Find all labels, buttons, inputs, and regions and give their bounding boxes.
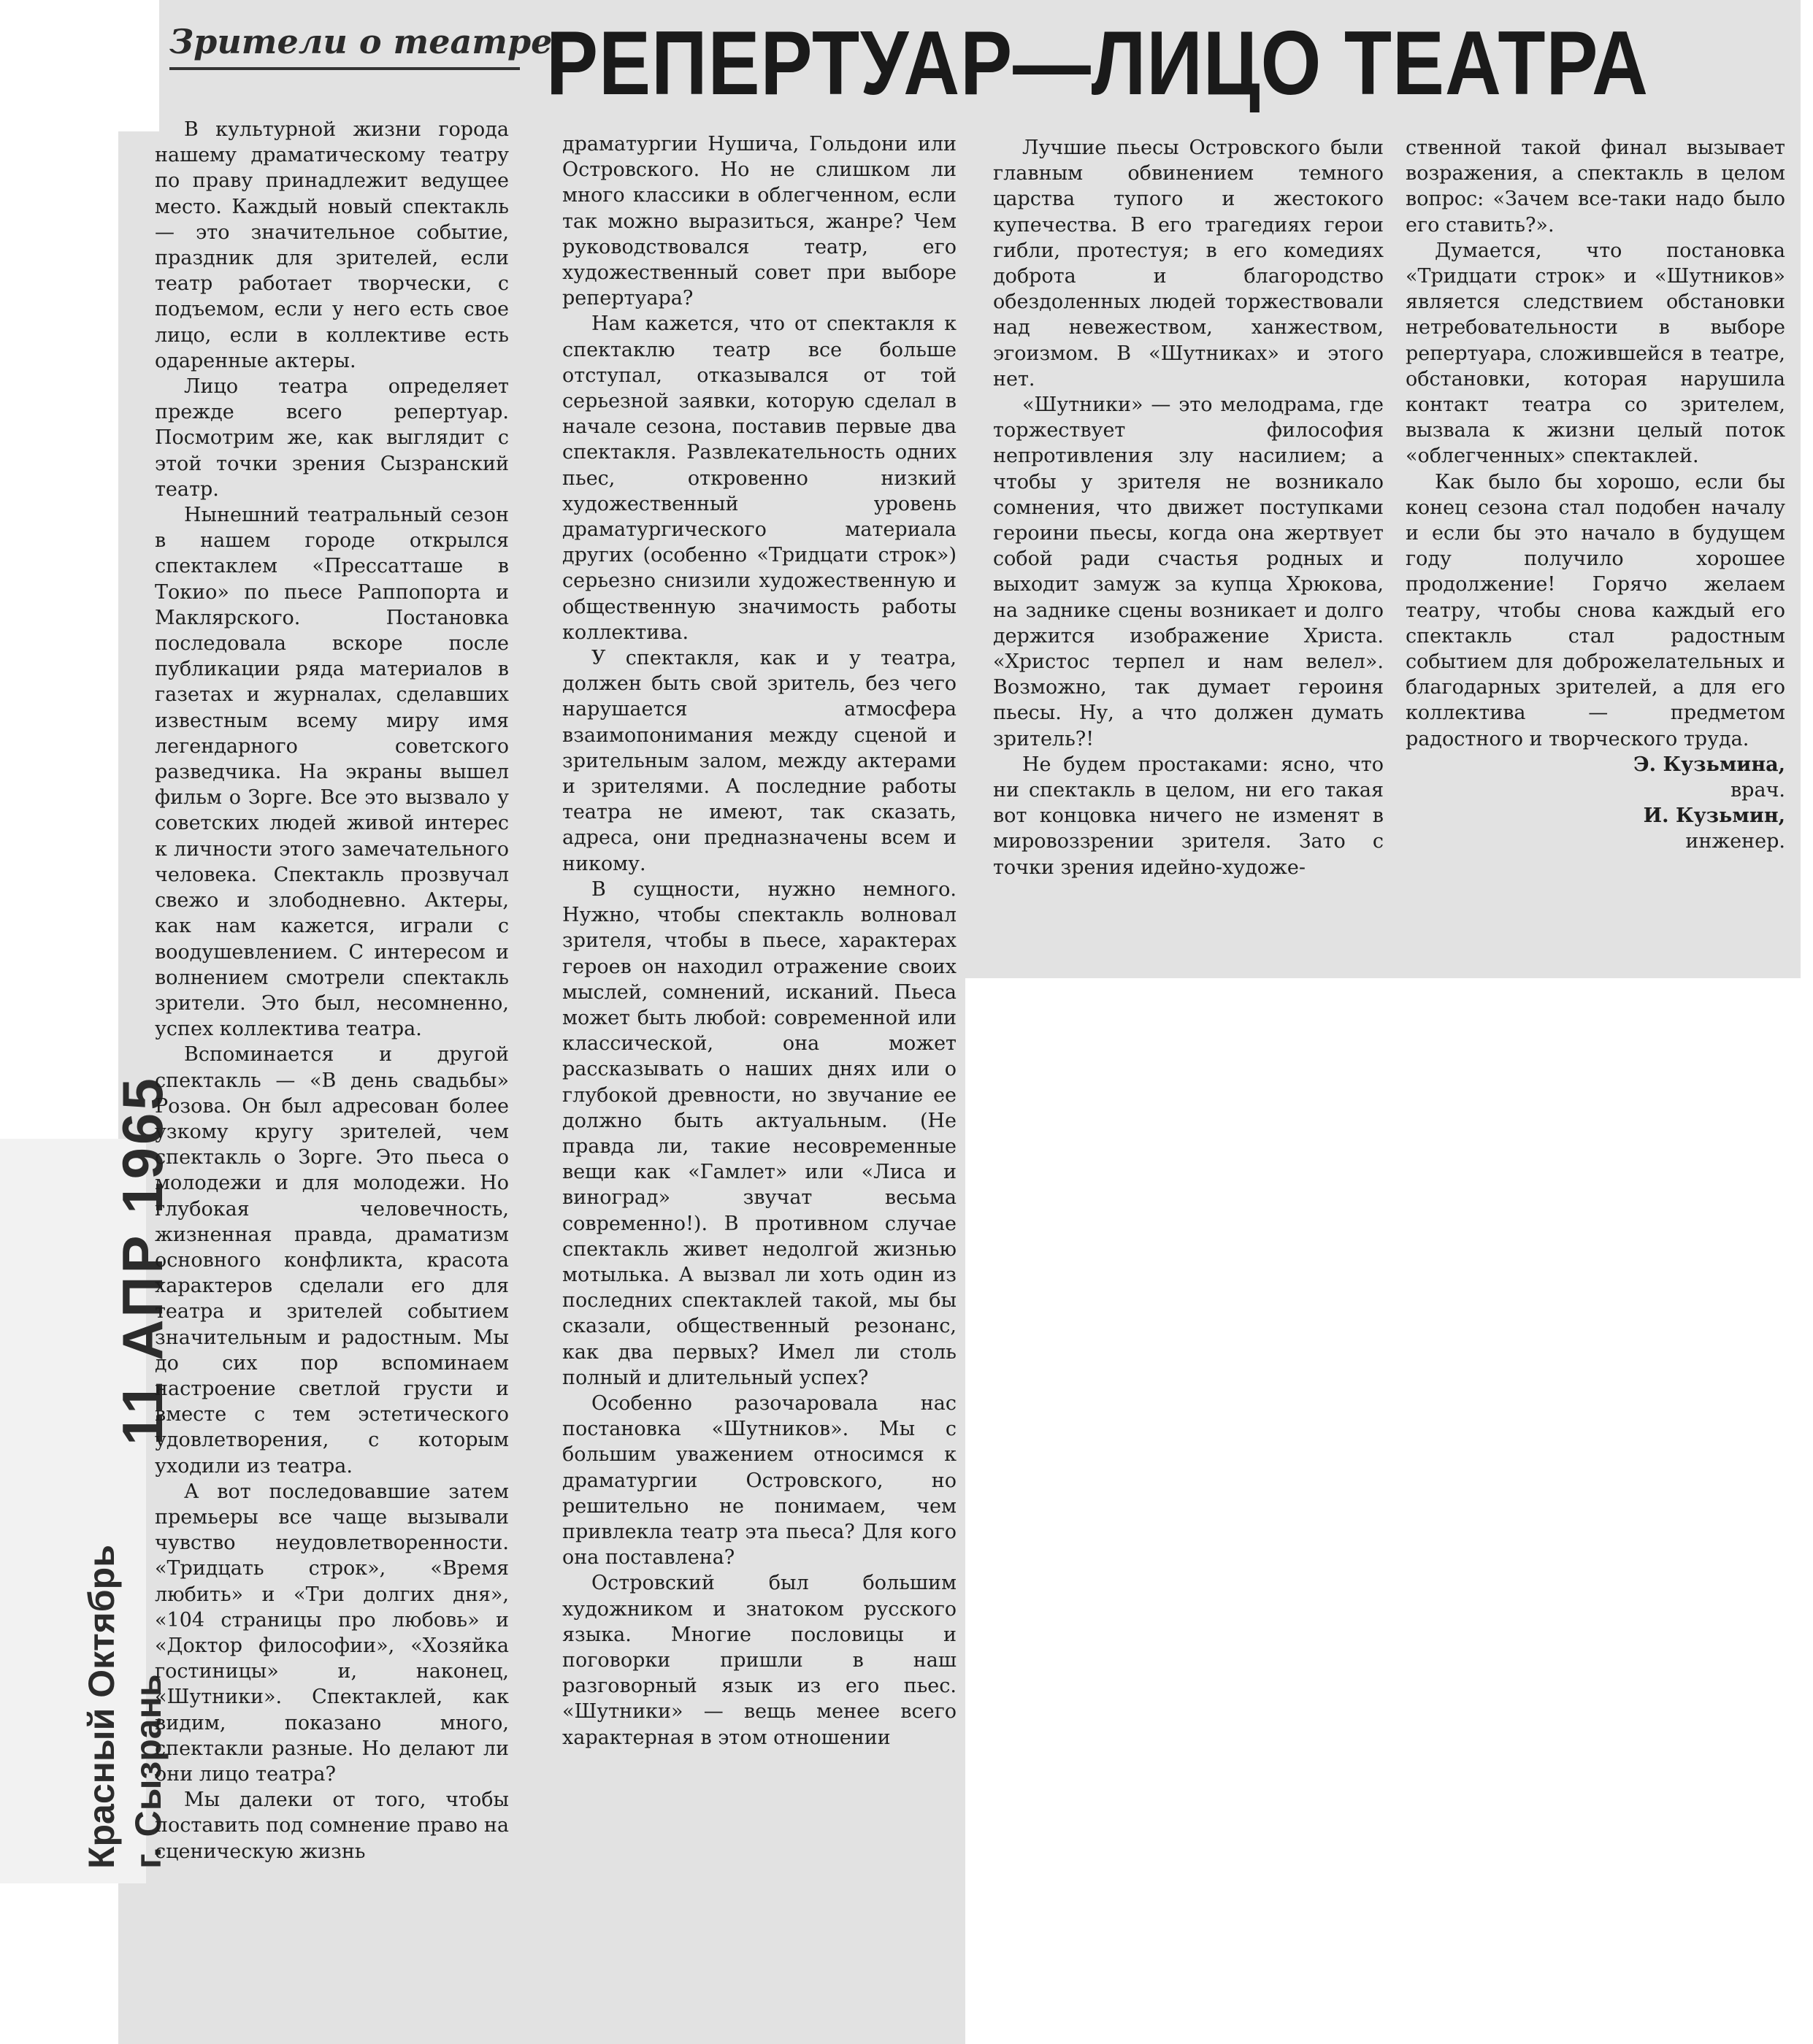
paragraph: Нам кажется, что от спектакля к спектаклю театр все больше отступал, отказывался от той серьезной заявки, которую сделал в начале сезона, поставив первые два спектакля. Развлекательность одних пьес, откровенно низкий художественный уровень драматургического материала других (особенно «Тридцати строк») серьезно снизили художественную и общественную значимость работы коллектива. [562,312,957,644]
paragraph: Как было бы хорошо, если бы конец сезона стал подобен началу и если бы это начало в будущем году получило хорошее продолжение! Горячо желаем театру, чтобы снова каждый его спектакль стал радостным событием для доброжелательных и благодарных зрителей, а для его коллектива — предметом радостного и творческого труда. [1406,470,1785,750]
paragraph: В сущности, нужно немного. Нужно, чтобы спектакль волновал зрителя, чтобы в пьесе, характерах героев он находил отражение своих мыслей, сомнений, исканий. Пьеса может быть любой: современной или классической, она может рассказывать о наших днях или о глубокой древности, но звучание ее должно быть актуальным. (Не правда ли, такие несовременные вещи как «Гамлет» или «Лиса и виноград» звучат весьма современно!). В противном случае спектакль живет недолгой жизнью мотылька. А вызвал ли хоть один из последних спектаклей такой, мы бы сказали, общественный резонанс, как два первых? Имел ли столь полный и длительный успех? [562,877,957,1389]
paragraph: Лицо театра определяет прежде всего репертуар. Посмотрим же, как выглядит с этой точки зрения Сызранский театр. [155,375,509,501]
paragraph: У спектакля, как и у театра, должен быть свой зритель, без чего нарушается атмосфера взаимопонимания между сценой и зрительным залом, между актерами и зрителями. А последние работы театра не имеют, так сказать, адреса, они предназначены всем и никому. [562,647,957,875]
paragraph: Островский был большим художником и знатоком русского языка. Многие пословицы и поговорки пришли в наш разговорный язык из его пьес. «Шутники» — вещь менее всего характерная в этом отношении [562,1572,957,1749]
author-1-role: врач. [1730,779,1785,802]
article-column-2 [562,131,957,2037]
author-2-role: инженер. [1685,830,1785,853]
stamp-city: г. Сызрань [128,1674,169,1869]
paragraph: «Шутники» — это мелодрама, где торжествует философия непротивления злу насилием; а чтобы у зрителя не возникало сомнения, что движет поступками героини пьесы, когда она жертвует собой ради счастья родных и выходит замуж за купца Хрюкова, на заднике сцены возникает и долго держится изображение Христа. «Христос терпел и нам велел». Возможно, так думает героиня пьесы. Ну, а что должен думать зритель?! [993,393,1384,750]
paragraph: А вот последовавшие затем премьеры все чаще вызывали чувство неудовлетворенности. «Тридцать строк», «Время любить» и «Три долгих дня», «104 страницы про любовь» и «Доктор философии», «Хозяйка гостиницы» и, наконец, «Шутники». Спектаклей, как видим, показано много, спектакли разные. Но делают ли они лицо театра? [155,1480,509,1786]
paragraph: Не будем простаками: ясно, что ни спектакль в целом, ни его такая вот концовка ничего не изменят в мировоззрении зрителя. Зато с точки зрения идейно-художе- [993,753,1384,879]
rubric-label: Зрители о театре [169,22,520,70]
article-column-4 [1406,135,1785,975]
newspaper-stamp [0,1075,175,1883]
paragraph: В культурной жизни города нашему драматическому театру по праву принадлежит ведущее место. Каждый новый спектакль — это значительное событие, праздник для зрителей, если театр работает творчески, с подъемом, если у него есть свое лицо, если в коллективе есть одаренные актеры. [155,118,509,372]
stamp-newspaper: Красный Октябрь [81,1545,122,1869]
paragraph: Особенно разочаровала нас постановка «Шутников». Мы с большим уважением относимся к драматургии Островского, но решительно не понимаем, чем привлекла театр эта пьеса? Для кого она поставлена? [562,1391,957,1570]
stamp-date: 11 АПР 1965 [110,1075,175,1445]
paragraph: ственной такой финал вызывает возражения, а спектакль в целом вопрос: «Зачем все-таки надо было его ставить?». [1406,137,1785,237]
paragraph: Думается, что постановка «Тридцати строк» и «Шутников» является следствием обстановки нетребовательности в выборе репертуара, сложившейся в театре, обстановки, которая нарушила контакт театра со зрителем, вызвала к жизни целый поток «облегченных» спектаклей. [1406,239,1785,468]
author-1-name: Э. Кузьмина, [1633,753,1785,776]
paragraph: драматургии Нушича, Гольдони или Островского. Но не слишком ли много классики в облегченном, если так можно выразиться, жанре? Чем руководствовался театр, его художественный совет при выборе репертуара? [562,133,957,310]
article-column-1 [155,117,509,2037]
paragraph: Вспоминается и другой спектакль — «В день свадьбы» Розова. Он был адресован более узкому кругу зрителей, чем спектакль о Зорге. Это пьеса о молодежи и для молодежи. Но глубокая человечность, жизненная правда, драматизм основного конфликта, красота характеров сделали его для театра и зрителей событием значительным и радостным. Мы до сих пор вспоминаем настроение светлой грусти и вместе с тем эстетического удовлетворения, с которым уходили из театра. [155,1043,509,1478]
paragraph: Лучшие пьесы Островского были главным обвинением темного царства тупого и жестокого купечества. В его трагедиях герои гибли, протестуя; в его комедиях доброта и благородство обездоленных людей торжествовали над невежеством, ханжеством, эгоизмом. В «Шутниках» и этого нет. [993,137,1384,391]
paragraph: Мы далеки от того, чтобы поставить под сомнение право на сценическую жизнь [155,1788,509,1863]
paragraph: Нынешний театральный сезон в нашем городе открылся спектаклем «Прессатташе в Токио» по пьесе Раппопорта и Маклярского. Постановка последовала вскоре после публикации ряда материалов в газетах и журналах, сделавших известным всему миру имя легендарного советского разведчика. На экраны вышел фильм о Зорге. Все это вызвало у советских людей живой интерес к личности этого замечательного человека. Спектакль прозвучал свежо и злободневно. Актеры, как нам кажется, играли с воодушевлением. С интересом и волнением смотрели спектакль зрители. Это был, несомненно, успех коллектива театра. [155,504,509,1041]
article-column-3 [993,135,1384,975]
article-headline: РЕПЕРТУАР—ЛИЦО ТЕАТРА [546,13,1649,114]
author-2-name: И. Кузьмин, [1643,804,1785,828]
